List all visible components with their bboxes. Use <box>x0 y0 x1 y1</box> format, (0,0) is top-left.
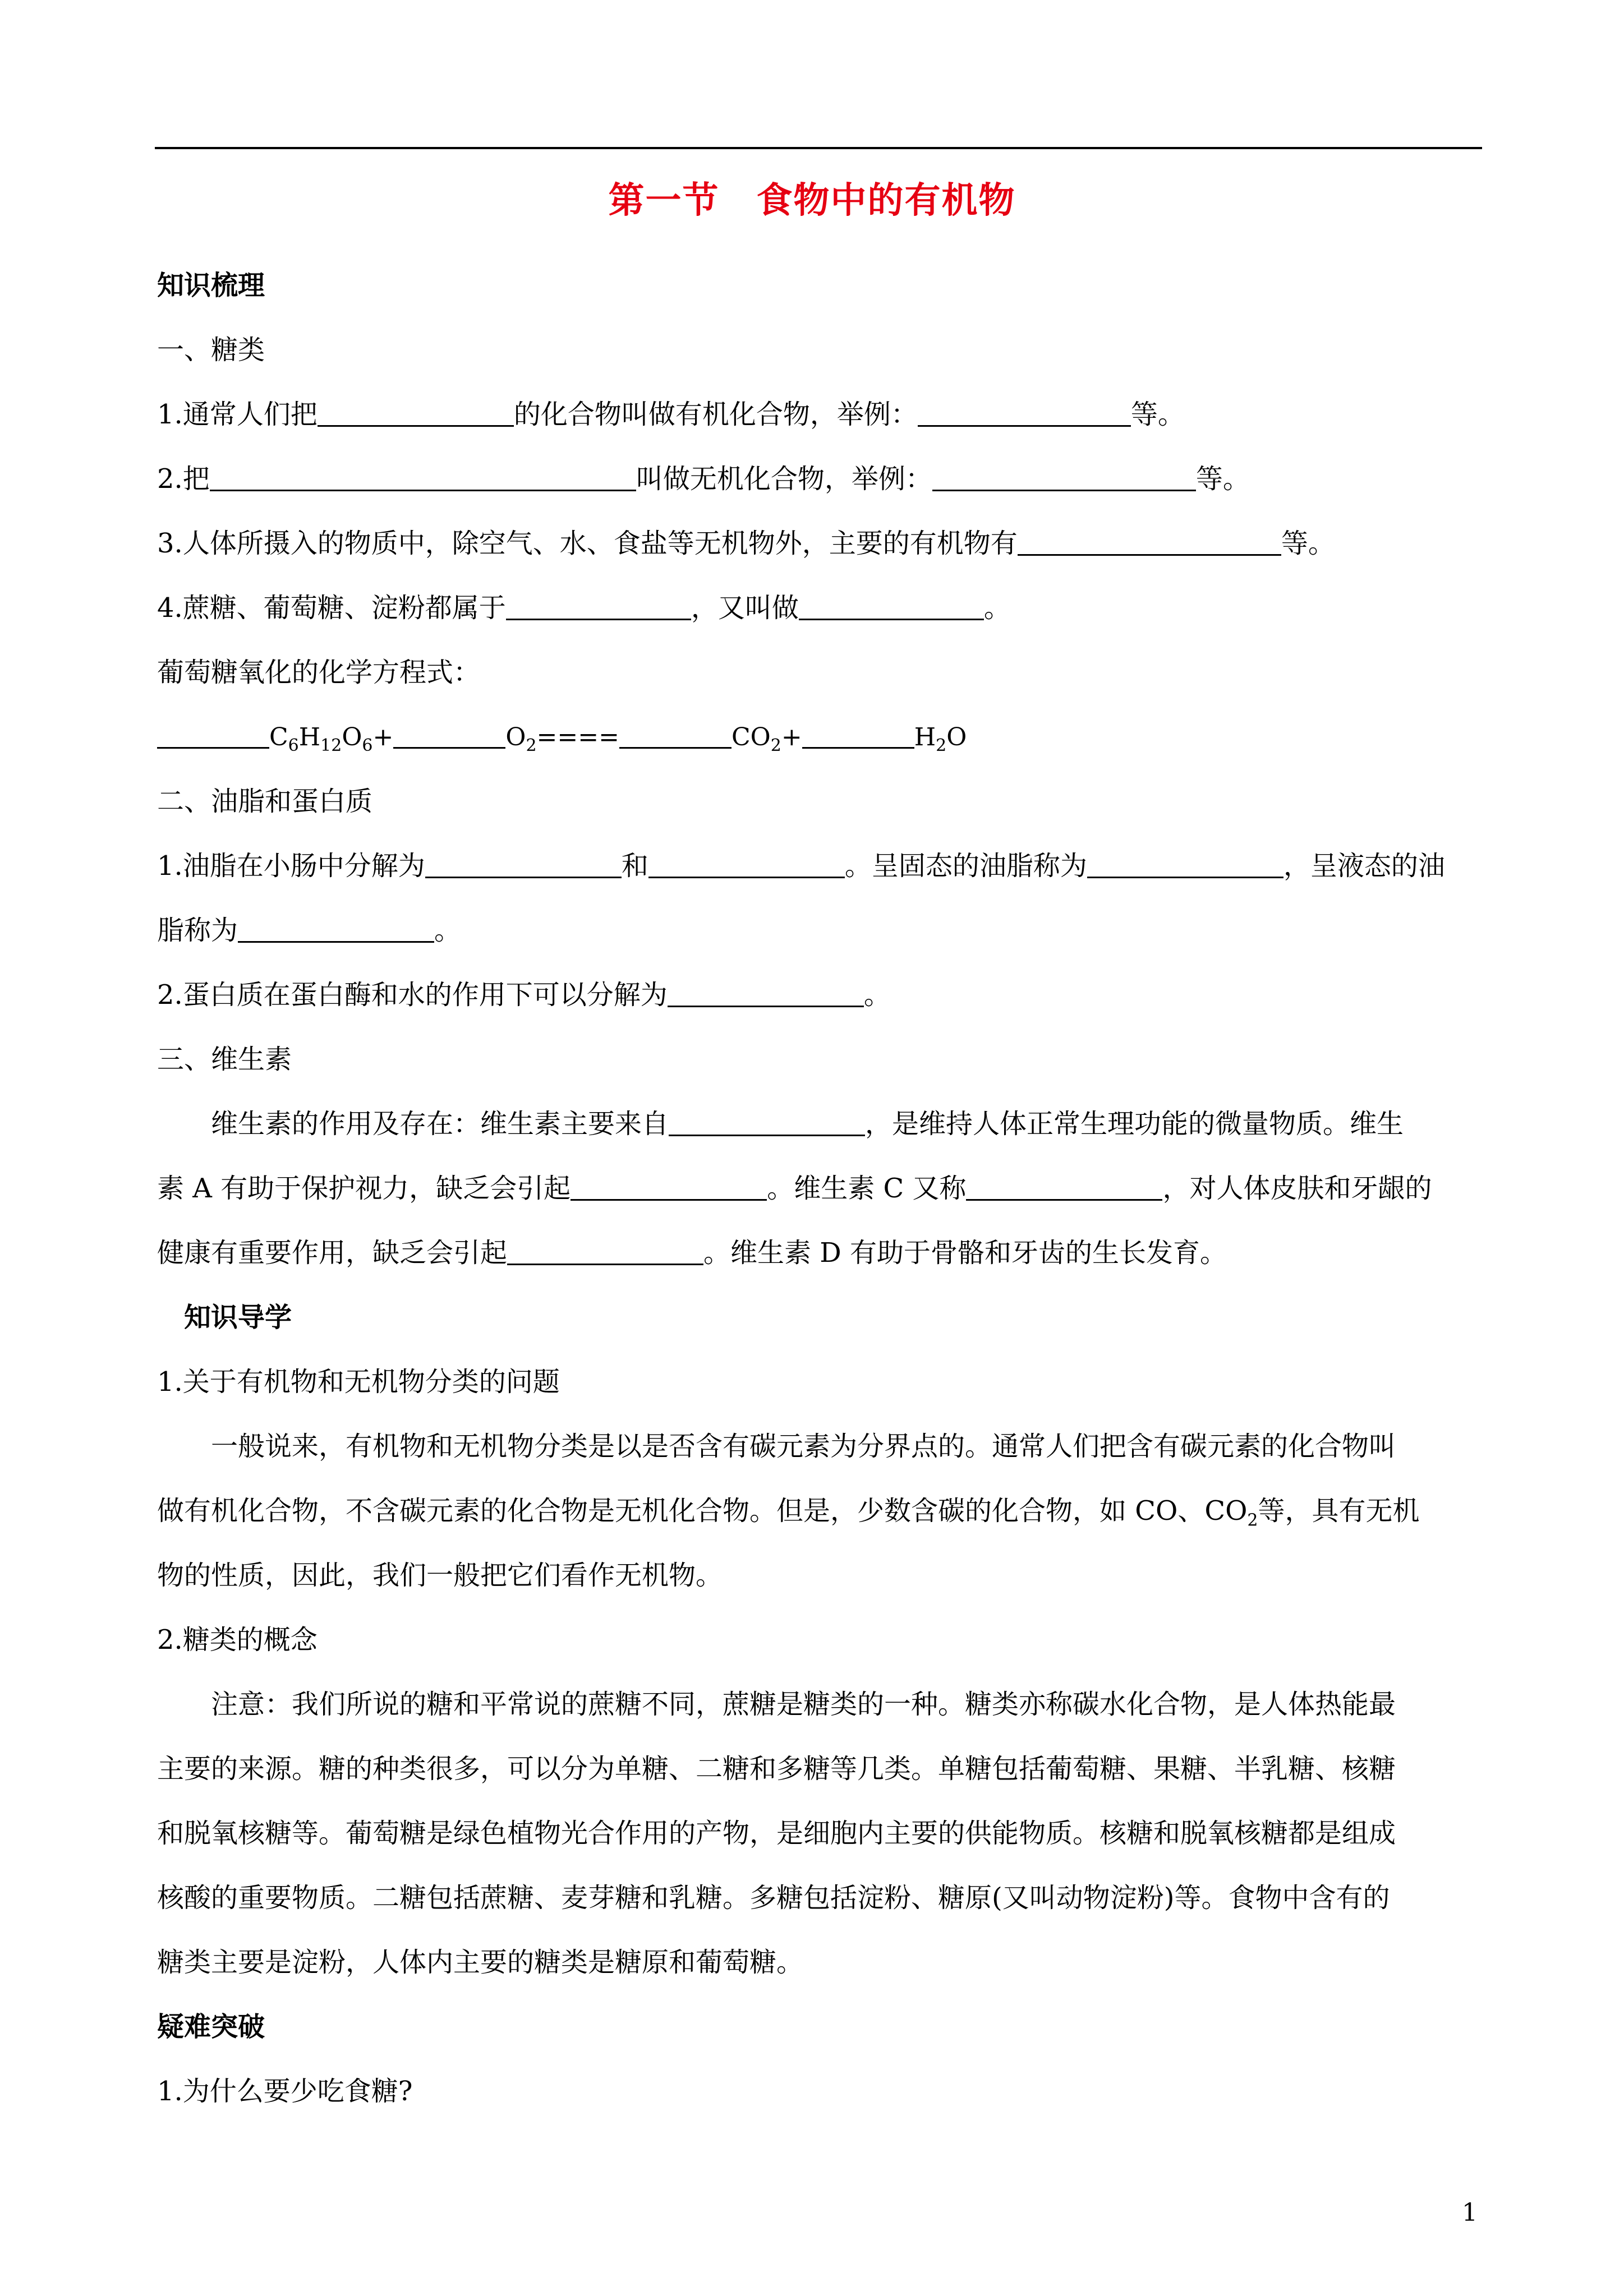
subscript: 6 <box>288 735 299 755</box>
subscript: 2 <box>770 735 781 755</box>
question-text: 。 <box>434 915 462 946</box>
paragraph-text: ，是维持人体正常生理功能的微量物质。维生 <box>865 1108 1404 1140</box>
equation-text: H <box>914 723 936 751</box>
chemical-equation <box>157 705 1483 769</box>
question-text: 和 <box>621 850 648 882</box>
question-text: 1.油脂在小肠中分解为 <box>157 850 425 882</box>
paragraph-text: 素 A 有助于保护视力，缺乏会引起 <box>157 1173 571 1204</box>
answer-blank[interactable] <box>669 1102 865 1136</box>
section-heading-fats-proteins: 二、油脂和蛋白质 <box>157 786 373 817</box>
question-text: 3.人体所摄入的物质中，除空气、水、食盐等无机物外，主要的有机物有 <box>157 528 1018 559</box>
coefficient-blank[interactable] <box>157 714 269 749</box>
answer-blank[interactable] <box>648 844 845 878</box>
answer-blank[interactable] <box>1087 844 1283 878</box>
section-heading-difficulty: 疑难突破 <box>157 2011 265 2043</box>
equation-text: CO <box>732 723 771 751</box>
question-1 <box>157 382 1483 447</box>
answer-blank[interactable] <box>799 586 984 620</box>
vitamins-paragraph-line-1 <box>157 1092 1483 1156</box>
answer-blank[interactable] <box>1018 522 1281 556</box>
answer-blank[interactable] <box>318 393 514 427</box>
guide-2-paragraph-line-5: 糖类主要是淀粉，人体内主要的糖类是糖原和葡萄糖。 <box>157 1947 804 1978</box>
answer-blank[interactable] <box>966 1167 1162 1201</box>
subscript: 12 <box>320 735 342 755</box>
equation-text: H <box>298 723 321 751</box>
question-text: ，呈液态的油 <box>1283 850 1445 882</box>
paragraph-text: 等，具有无机 <box>1258 1495 1420 1527</box>
coefficient-blank[interactable] <box>802 714 914 749</box>
equation-text: ==== <box>536 723 620 751</box>
paragraph-text: 健康有重要作用，缺乏会引起 <box>157 1237 508 1269</box>
subscript: 2 <box>1247 1510 1258 1530</box>
vitamins-paragraph-line-3 <box>157 1221 1483 1285</box>
page-title: 第一节 食物中的有机物 <box>608 179 1016 222</box>
equation-text: O <box>505 723 526 751</box>
header-rule <box>155 147 1482 149</box>
guide-2-paragraph-line-1: 注意：我们所说的糖和平常说的蔗糖不同，蔗糖是糖类的一种。糖类亦称碳水化合物，是人体热能最 <box>211 1689 1396 1720</box>
guide-1-paragraph-line-1: 一般说来，有机物和无机物分类是以是否含有碳元素为分界点的。通常人们把含有碳元素的化合物叫 <box>211 1431 1396 1462</box>
question-text: 脂称为 <box>157 915 238 946</box>
answer-blank[interactable] <box>238 909 434 943</box>
equation-text: O <box>946 723 967 751</box>
answer-blank[interactable] <box>210 457 636 491</box>
guide-1-paragraph-line-2 <box>157 1479 1483 1543</box>
guide-1-title: 1.关于有机物和无机物分类的问题 <box>157 1366 560 1398</box>
vitamins-paragraph-line-2 <box>157 1156 1483 1221</box>
equation-text: + <box>781 723 802 751</box>
section-heading-knowledge-review: 知识梳理 <box>157 270 265 301</box>
question-text: 叫做无机化合物，举例： <box>636 463 932 495</box>
guide-1-paragraph-line-3: 物的性质，因此，我们一般把它们看作无机物。 <box>157 1560 723 1591</box>
answer-blank[interactable] <box>668 973 864 1007</box>
paragraph-text: 维生素的作用及存在：维生素主要来自 <box>211 1108 669 1140</box>
equation-text: C <box>269 723 288 751</box>
section-heading-vitamins: 三、维生素 <box>157 1044 292 1075</box>
coefficient-blank[interactable] <box>393 714 505 749</box>
paragraph-text: ，对人体皮肤和牙龈的 <box>1162 1173 1432 1204</box>
question-text: 。 <box>863 979 891 1011</box>
question-text: 的化合物叫做有机化合物，举例： <box>513 399 918 430</box>
document-body <box>157 253 1483 2124</box>
guide-2-title: 2.糖类的概念 <box>157 1624 318 1656</box>
guide-2-paragraph-line-2: 主要的来源。糖的种类很多，可以分为单糖、二糖和多糖等几类。单糖包括葡萄糖、果糖、半乳糖、核糖 <box>157 1753 1396 1785</box>
paragraph-text: 。维生素 C 又称 <box>767 1173 967 1204</box>
question-4 <box>157 576 1483 640</box>
difficulty-question-1: 1.为什么要少吃食糖? <box>157 2076 413 2107</box>
question-text: 2.蛋白质在蛋白酶和水的作用下可以分解为 <box>157 979 668 1011</box>
question-text: 等。 <box>1130 399 1185 430</box>
question-fats-1 <box>157 834 1483 898</box>
question-text: 4.蔗糖、葡萄糖、淀粉都属于 <box>157 592 506 624</box>
question-text: 。 <box>983 592 1011 624</box>
answer-blank[interactable] <box>571 1167 767 1201</box>
subscript: 2 <box>526 735 537 755</box>
answer-blank[interactable] <box>425 844 622 878</box>
guide-2-paragraph-line-4: 核酸的重要物质。二糖包括蔗糖、麦芽糖和乳糖。多糖包括淀粉、糖原(又叫动物淀粉)等。食物中含有的 <box>157 1882 1390 1914</box>
question-3 <box>157 511 1483 576</box>
subscript: 2 <box>936 735 947 755</box>
question-fats-1-cont <box>157 898 1483 963</box>
answer-blank[interactable] <box>506 586 691 620</box>
question-text: 。呈固态的油脂称为 <box>844 850 1087 882</box>
equation-label: 葡萄糖氧化的化学方程式： <box>157 657 481 688</box>
coefficient-blank[interactable] <box>619 714 732 749</box>
equation-text: O <box>342 723 362 751</box>
answer-blank[interactable] <box>932 457 1196 491</box>
question-proteins-2 <box>157 963 1483 1027</box>
section-heading-sugars: 一、糖类 <box>157 334 265 366</box>
equation-text: + <box>372 723 394 751</box>
guide-2-paragraph-line-3: 和脱氧核糖等。葡萄糖是绿色植物光合作用的产物，是细胞内主要的供能物质。核糖和脱氧核糖都是组成 <box>157 1818 1396 1849</box>
question-text: 2.把 <box>157 463 210 495</box>
paragraph-text: 做有机化合物，不含碳元素的化合物是无机化合物。但是，少数含碳的化合物，如 CO、CO <box>157 1495 1248 1527</box>
question-text: 等。 <box>1195 463 1250 495</box>
question-2 <box>157 447 1483 511</box>
question-text: 等。 <box>1281 528 1335 559</box>
answer-blank[interactable] <box>507 1231 703 1265</box>
question-text: 1.通常人们把 <box>157 399 318 430</box>
answer-blank[interactable] <box>918 393 1131 427</box>
paragraph-text: 。维生素 D 有助于骨骼和牙齿的生长发育。 <box>703 1237 1227 1269</box>
question-text: ，又叫做 <box>691 592 799 624</box>
page-number: 1 <box>1462 2198 1478 2227</box>
section-heading-knowledge-guide: 知识导学 <box>184 1302 292 1333</box>
subscript: 6 <box>362 735 373 755</box>
